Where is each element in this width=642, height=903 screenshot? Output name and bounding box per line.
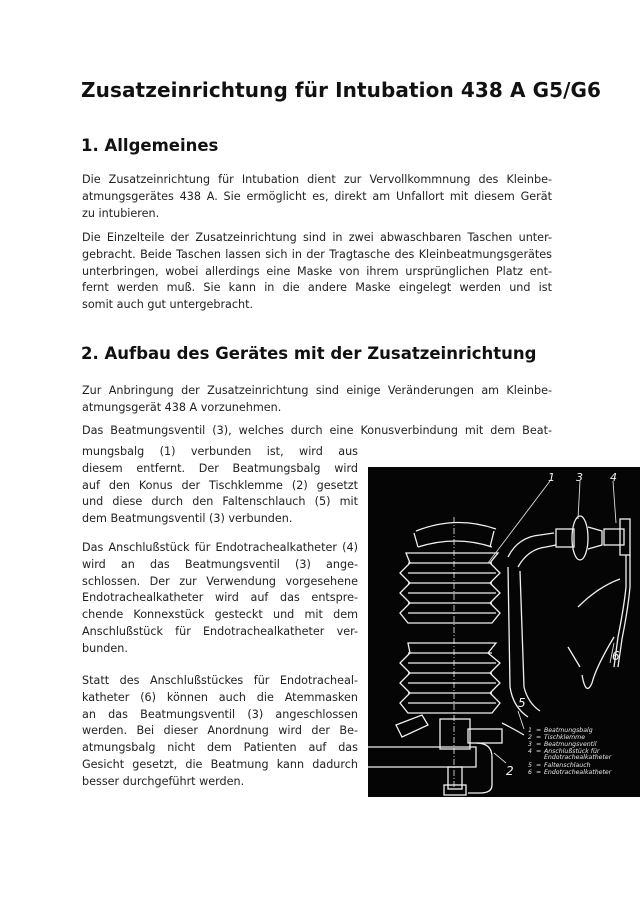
illustration-drawing xyxy=(368,467,640,797)
legend-num: 1 xyxy=(528,727,532,734)
text-line: Die Einzelteile der Zusatzeinrichtung sind in zwei abwaschbaren Taschen unter- xyxy=(82,231,552,244)
text-line: Statt des Anschlußstückes für Endotracheal- xyxy=(82,674,358,687)
legend-sep: = xyxy=(536,762,542,769)
text-line: diesem entfernt. Der Beatmungsbalg wird xyxy=(82,461,358,475)
legend-sep: = xyxy=(536,769,542,776)
text-line: besser durchgeführt werden. xyxy=(82,774,245,788)
legend-label: Beatmungsventil xyxy=(544,741,597,748)
legend-sep: = xyxy=(536,727,542,734)
section-2-paragraph-2 xyxy=(82,423,552,440)
text-line: gebracht. Beide Taschen lassen sich in der Tragtasche des Kleinbeatmungsgerätes xyxy=(82,247,552,261)
document-title: Zusatzeinrichtung für Intubation 438 A G5/G6 xyxy=(81,78,602,102)
section-2-paragraph-2-continued xyxy=(82,444,358,528)
text-line: wird an das Beatmungsventil (3) ange- xyxy=(82,557,358,571)
text-line: fernt werden muß. Sie kann in die andere Maske eingelegt werden und ist xyxy=(82,281,552,295)
section-1-paragraph-2 xyxy=(82,230,552,314)
text-line: auf den Konus der Tischklemme (2) gesetzt xyxy=(82,478,358,492)
callout-1: 1 xyxy=(548,471,555,484)
text-line: und diese durch den Faltenschlauch (5) mit xyxy=(82,495,358,509)
section-1-paragraph-1 xyxy=(82,172,552,222)
callout-6: 6 xyxy=(612,649,620,663)
text-line: Das Beatmungsventil (3), welches durch eine Konusverbindung mit dem Beat- xyxy=(82,424,552,437)
legend-label: Anschlußstück für xyxy=(544,748,600,755)
legend-sep: = xyxy=(536,748,542,755)
legend-label: Tischklemme xyxy=(544,734,586,741)
section-2-paragraph-4 xyxy=(82,673,358,791)
callout-2: 2 xyxy=(506,764,514,778)
text-line: dem Beatmungsventil (3) verbunden. xyxy=(82,512,293,526)
text-line: mungsbalg (1) verbunden ist, wird aus xyxy=(82,445,358,458)
text-line: bunden. xyxy=(82,641,128,655)
legend-num: 4 xyxy=(528,748,532,755)
text-line: unterbringen, wobei allerdings eine Maske von ihrem ursprünglichen Platz ent- xyxy=(82,264,552,278)
text-line: Gesicht gesetzt, die Beatmung kann dadurch xyxy=(82,757,358,771)
legend-num: 2 xyxy=(528,734,532,741)
device-illustration xyxy=(368,467,640,797)
legend-label: Faltenschlauch xyxy=(544,762,591,769)
text-line: katheter (6) können auch die Atemmasken xyxy=(82,690,358,704)
text-line: werden. Bei dieser Anordnung wird der Be- xyxy=(82,724,358,738)
text-line: atmungsbalg nicht dem Patienten auf das xyxy=(82,741,358,755)
section-2-paragraph-3 xyxy=(82,540,358,658)
figure-legend xyxy=(528,726,612,776)
text-line: somit auch gut untergebracht. xyxy=(82,298,254,312)
legend-num: 3 xyxy=(528,741,532,748)
callout-5: 5 xyxy=(518,696,526,710)
legend-sep: = xyxy=(536,741,542,748)
section-2-paragraph-1 xyxy=(82,383,552,417)
text-line: Die Zusatzeinrichtung für Intubation dient zur Vervollkommnung des Kleinbe- xyxy=(82,173,552,186)
text-line: atmungsgerätes 438 A. Sie ermöglicht es, direkt am Unfallort mit diesem Gerät xyxy=(82,189,552,203)
legend-num: 6 xyxy=(528,769,532,776)
section-1-heading: 1. Allgemeines xyxy=(81,136,219,155)
text-line: atmungsgerät 438 A vorzunehmen. xyxy=(82,400,282,414)
text-line: Das Anschlußstück für Endotrachealkatheter (4) xyxy=(82,541,358,554)
text-line: Anschlußstück für Endotrachealkatheter ver- xyxy=(82,624,358,638)
legend-num: 5 xyxy=(528,762,532,769)
callout-4: 4 xyxy=(610,471,617,484)
legend-label: Beatmungsbalg xyxy=(544,727,593,734)
text-line: schlossen. Der zur Verwendung vorgesehene xyxy=(82,574,358,588)
callout-3: 3 xyxy=(576,471,583,484)
legend-label: Endotrachealkatheter xyxy=(544,754,612,761)
legend-label: Endotrachealkatheter xyxy=(544,769,612,776)
text-line: Endotrachealkatheter wird auf das entspre- xyxy=(82,591,358,605)
text-line: chende Konnexstück gesteckt und mit dem xyxy=(82,608,358,622)
text-line: an das Beatmungsventil (3) angeschlossen xyxy=(82,707,358,721)
section-2-heading: 2. Aufbau des Gerätes mit der Zusatzeinrichtung xyxy=(81,344,537,363)
legend-sep: = xyxy=(536,734,542,741)
text-line: Zur Anbringung der Zusatzeinrichtung sind einige Veränderungen am Kleinbe- xyxy=(82,384,552,397)
callout-leaders xyxy=(488,481,616,763)
text-line: zu intubieren. xyxy=(82,206,160,220)
